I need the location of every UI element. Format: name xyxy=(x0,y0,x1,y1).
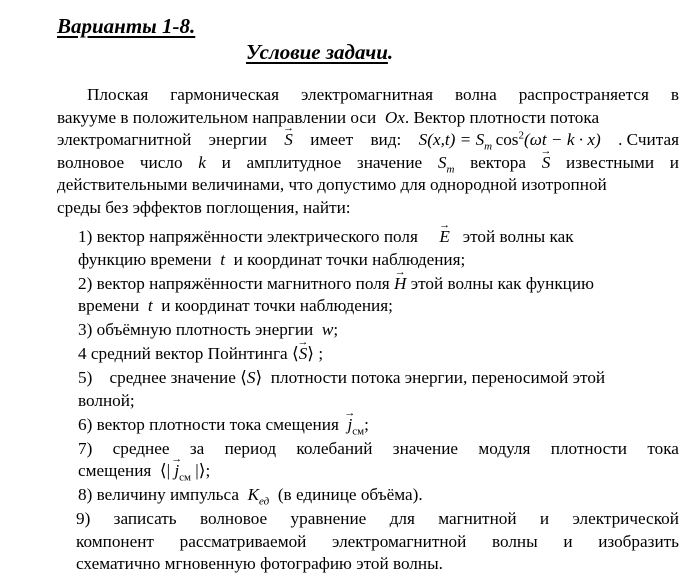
task-item-2: 2) вектор напряжённости магнитного поля → H этой волны как функцию времени t и координат точки наблюдения; xyxy=(78,273,679,318)
problem-statement xyxy=(57,84,679,219)
poynting-vector-symbol: → S xyxy=(284,129,293,152)
task-item-9: 9) записать волновое уравнение для магнитной и электрической компонент рассматриваемой электромагнитной волны и изобразить схематично мгновенную фотографию этой волны. xyxy=(76,509,679,573)
magnetic-field-symbol: → H xyxy=(394,273,406,296)
energy-density-symbol: w xyxy=(321,320,334,339)
momentum-symbol: K xyxy=(247,485,260,504)
task-item-3: 3) объёмную плотность энергии w; xyxy=(78,320,339,339)
displacement-current-symbol: → j xyxy=(347,414,352,437)
task-item-5: 5) среднее значение ⟨S⟩ плотности потока энергии, переносимой этой волной; xyxy=(78,368,606,410)
task-item-7: 7) среднее за период колебаний значение модуля плотности тока смещения ⟨| → $j_{см}$ |⟩; xyxy=(78,438,679,483)
task-list xyxy=(78,226,679,577)
intro-line-1: Плоская гармоническая электромагнитная волна распространяется в xyxy=(87,85,679,104)
wave-number-symbol: k xyxy=(198,152,206,172)
mean-poynting-symbol: → S xyxy=(299,343,308,366)
amplitude-symbol: $S_m$ xyxy=(437,152,455,175)
task-item-1: 1) вектор напряжённости электрического поля → E этой волны как функцию времени t и координат точки наблюдения; xyxy=(78,226,679,271)
condition-heading-text: Условие задачи xyxy=(246,40,388,64)
intro-line-4: волновое число k и амплитудное значение $S_m$ вектора → S известными и xyxy=(57,152,679,175)
electric-field-symbol: → E xyxy=(439,226,450,249)
poynting-vector-symbol-2: → S xyxy=(542,152,551,175)
task-item-4: 4 средний вектор Пойнтинга ⟨→ S⟩ ; xyxy=(78,343,679,366)
intro-line-3: электромагнитной энергии → S имеет вид: $S(x,t) = S_m$ $\cos^2(\omega t - k \cdot x)$ . Считая xyxy=(57,129,679,152)
task-item-6: 6) вектор плотности тока смещения → $j_{см}$; xyxy=(78,414,679,437)
intro-line-2: вакууме в положительном направлении оси Ox. Вектор плотности потока xyxy=(57,107,600,127)
axis-ox: Ox xyxy=(384,107,405,127)
condition-heading-dot: . xyxy=(387,40,394,64)
intro-line-6: среды без эффектов поглощения, найти: xyxy=(57,197,351,217)
wave-formula: $S(x,t) = S_m$ $\cos^2(\omega t - k \cdot x)$ xyxy=(418,129,601,153)
intro-line-5: действительными величинами, что допустимо для однородной изотропной xyxy=(57,175,607,194)
condition-heading xyxy=(246,40,393,65)
variants-heading: Варианты 1-8. xyxy=(57,14,196,38)
task-item-8: 8) величину импульса $K_{ед}$ (в единице объёма). xyxy=(78,485,423,508)
